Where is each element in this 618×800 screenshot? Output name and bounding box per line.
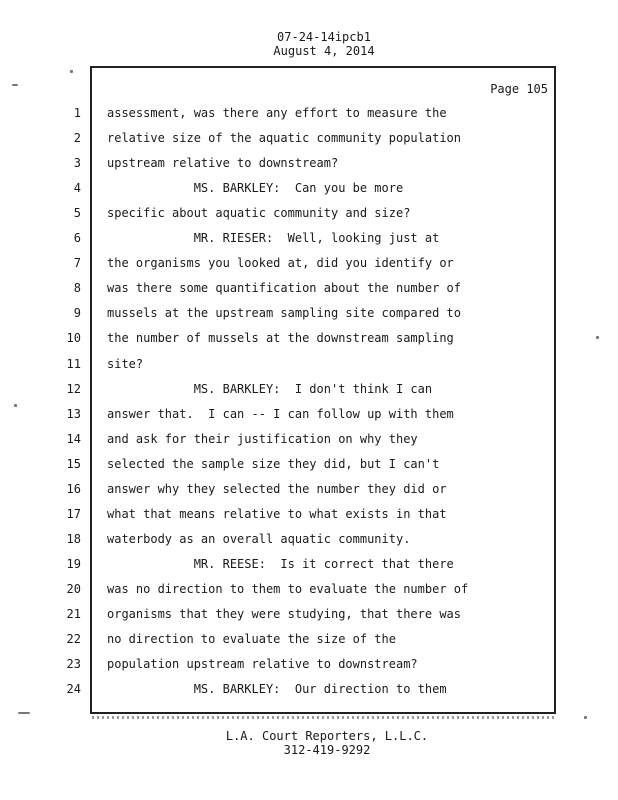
scan-speck [584, 716, 587, 719]
line-number: 13 [66, 407, 81, 421]
scan-speck [18, 712, 30, 714]
transcript-line: relative size of the aquatic community population [107, 131, 462, 145]
line-number: 14 [66, 432, 81, 446]
transcript-line: waterbody as an overall aquatic community. [107, 532, 411, 546]
page-number: Page 105 [490, 82, 548, 96]
transcript-line: answer why they selected the number they did or [107, 482, 447, 496]
line-number: 21 [66, 607, 81, 621]
transcript-header [0, 30, 618, 58]
transcript-line: MS. BARKLEY: Our direction to them [107, 682, 447, 696]
transcript-line: MR. REESE: Is it correct that there [107, 557, 454, 571]
transcript-line: MS. BARKLEY: I don't think I can [107, 382, 433, 396]
transcript-line: was there some quantification about the number of [107, 281, 462, 295]
transcript-line: no direction to evaluate the size of the [107, 632, 396, 646]
transcript-line: population upstream relative to downstream? [107, 657, 418, 671]
line-number: 15 [66, 457, 81, 471]
line-number: 4 [73, 181, 81, 195]
line-number: 17 [66, 507, 81, 521]
reporter-company: L.A. Court Reporters, L.L.C. [225, 729, 429, 743]
line-number: 10 [66, 331, 81, 345]
transcript-line: selected the sample size they did, but I can't [107, 457, 440, 471]
scan-speck [12, 84, 18, 86]
line-number: 24 [66, 682, 81, 696]
scan-speck [70, 70, 73, 73]
line-number: 16 [66, 482, 81, 496]
transcript-line: MS. BARKLEY: Can you be more [107, 181, 404, 195]
line-number: 18 [66, 532, 81, 546]
scan-speck [596, 336, 599, 339]
line-number: 7 [73, 256, 81, 270]
transcript-line: organisms that they were studying, that there was [107, 607, 462, 621]
line-number: 22 [66, 632, 81, 646]
line-number: 2 [73, 131, 81, 145]
document-date: August 4, 2014 [273, 44, 375, 58]
line-number: 6 [73, 231, 81, 245]
transcript-line: MR. RIESER: Well, looking just at [107, 231, 440, 245]
line-number: 5 [73, 206, 81, 220]
transcript-line: the number of mussels at the downstream sampling [107, 331, 454, 345]
line-number: 11 [66, 357, 81, 371]
line-number: 8 [73, 281, 81, 295]
line-number: 3 [73, 156, 81, 170]
document-id: 07-24-14ipcb1 [277, 30, 371, 44]
line-number: 1 [73, 106, 81, 120]
transcript-line: answer that. I can -- I can follow up with them [107, 407, 454, 421]
transcript-line: assessment, was there any effort to measure the [107, 106, 447, 120]
scan-speck [14, 404, 17, 407]
line-number: 19 [66, 557, 81, 571]
transcript-line: mussels at the upstream sampling site compared to [107, 306, 462, 320]
line-number: 23 [66, 657, 81, 671]
transcript-line: the organisms you looked at, did you identify or [107, 256, 454, 270]
line-number: 12 [66, 382, 81, 396]
line-number: 9 [73, 306, 81, 320]
transcript-footer [0, 729, 618, 757]
line-number: 20 [66, 582, 81, 596]
transcript-line: specific about aquatic community and size? [107, 206, 411, 220]
reporter-phone: 312-419-9292 [283, 743, 371, 757]
frame-scan-artifact [92, 716, 554, 719]
transcript-line: was no direction to them to evaluate the number of [107, 582, 469, 596]
transcript-line: and ask for their justification on why they [107, 432, 418, 446]
transcript-line: site? [107, 357, 144, 371]
transcript-line: what that means relative to what exists in that [107, 507, 447, 521]
transcript-line: upstream relative to downstream? [107, 156, 339, 170]
